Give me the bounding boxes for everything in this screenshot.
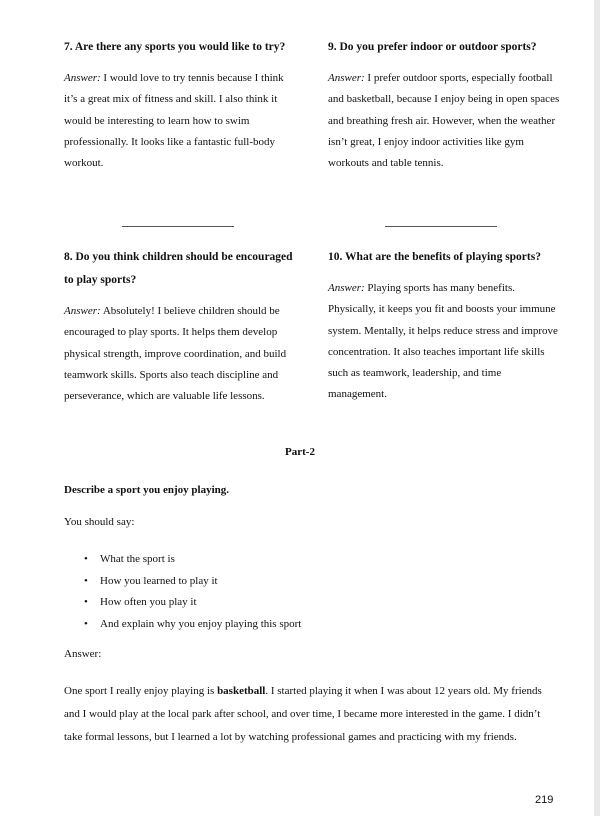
question-8: 8. Do you think children should be encouraged to play sports? <box>64 251 293 286</box>
answer-7-text: I would love to try tennis because I think it’s a great mix of fitness and skill. I also think it would be interesting to learn how to swim professionally. It looks like a fantastic full-body workout. <box>64 72 284 170</box>
answer-label: Answer: <box>64 72 101 84</box>
answer-label: Answer: <box>64 305 101 317</box>
bullet-item: • How you learned to play it <box>84 571 301 593</box>
question-10-block <box>328 246 562 406</box>
question-10: 10. What are the benefits of playing sports? <box>328 251 541 263</box>
question-8-block <box>64 246 296 407</box>
answer-label: Answer: <box>328 282 365 294</box>
answer-9 <box>328 68 562 174</box>
answer-7 <box>64 68 296 174</box>
question-7-block <box>64 36 296 174</box>
question-9-block <box>328 36 562 174</box>
cue-card-prompt: Describe a sport you enjoy playing. <box>64 484 229 496</box>
answer-label: Answer: <box>328 72 365 84</box>
part-2-answer <box>64 680 544 748</box>
page-edge <box>594 0 600 816</box>
answer-8-text: Absolutely! I believe children should be encouraged to play sports. It helps them develop physical strength, improve coordination, and build teamwork skills. Sports also teach discipline and perseverance, which are valuable life lessons. <box>64 305 287 403</box>
divider-left <box>122 226 234 227</box>
answer-keyword: basketball <box>217 685 266 697</box>
answer-10 <box>328 278 562 406</box>
bullet-item: • How often you play it <box>84 592 301 614</box>
question-9: 9. Do you prefer indoor or outdoor sports? <box>328 41 537 53</box>
part-2-answer-label: Answer: <box>64 648 102 660</box>
should-say-label: You should say: <box>64 516 135 528</box>
answer-10-text: Playing sports has many benefits. Physically, it keeps you fit and boosts your immune system. Mentally, it helps reduce stress and improve concentration. It also teaches important life skills such as teamwork, leadership, and time management. <box>328 282 558 401</box>
part-2-heading: Part-2 <box>285 446 315 458</box>
answer-text-end: . I started playing it when I was about 12 years old. My friends and I would play at the local park after school, and over time, I became more interested in the game. I didn’t take formal lessons, but I learned a lot by watching professional games and practicing with my friends. <box>64 685 542 743</box>
answer-9-text: I prefer outdoor sports, especially football and basketball, because I enjoy being in open spaces and breathing fresh air. However, when the weather isn’t great, I enjoy indoor activities like gym workouts and table tennis. <box>328 72 560 170</box>
cue-card-bullets <box>84 549 301 636</box>
page-number: 219 <box>535 794 554 806</box>
divider-right <box>385 226 497 227</box>
bullet-item: • And explain why you enjoy playing this sport <box>84 614 301 636</box>
bullet-item: • What the sport is <box>84 549 301 571</box>
question-7: 7. Are there any sports you would like to try? <box>64 41 286 53</box>
answer-text-start: One sport I really enjoy playing is <box>64 685 218 697</box>
answer-8 <box>64 301 296 407</box>
